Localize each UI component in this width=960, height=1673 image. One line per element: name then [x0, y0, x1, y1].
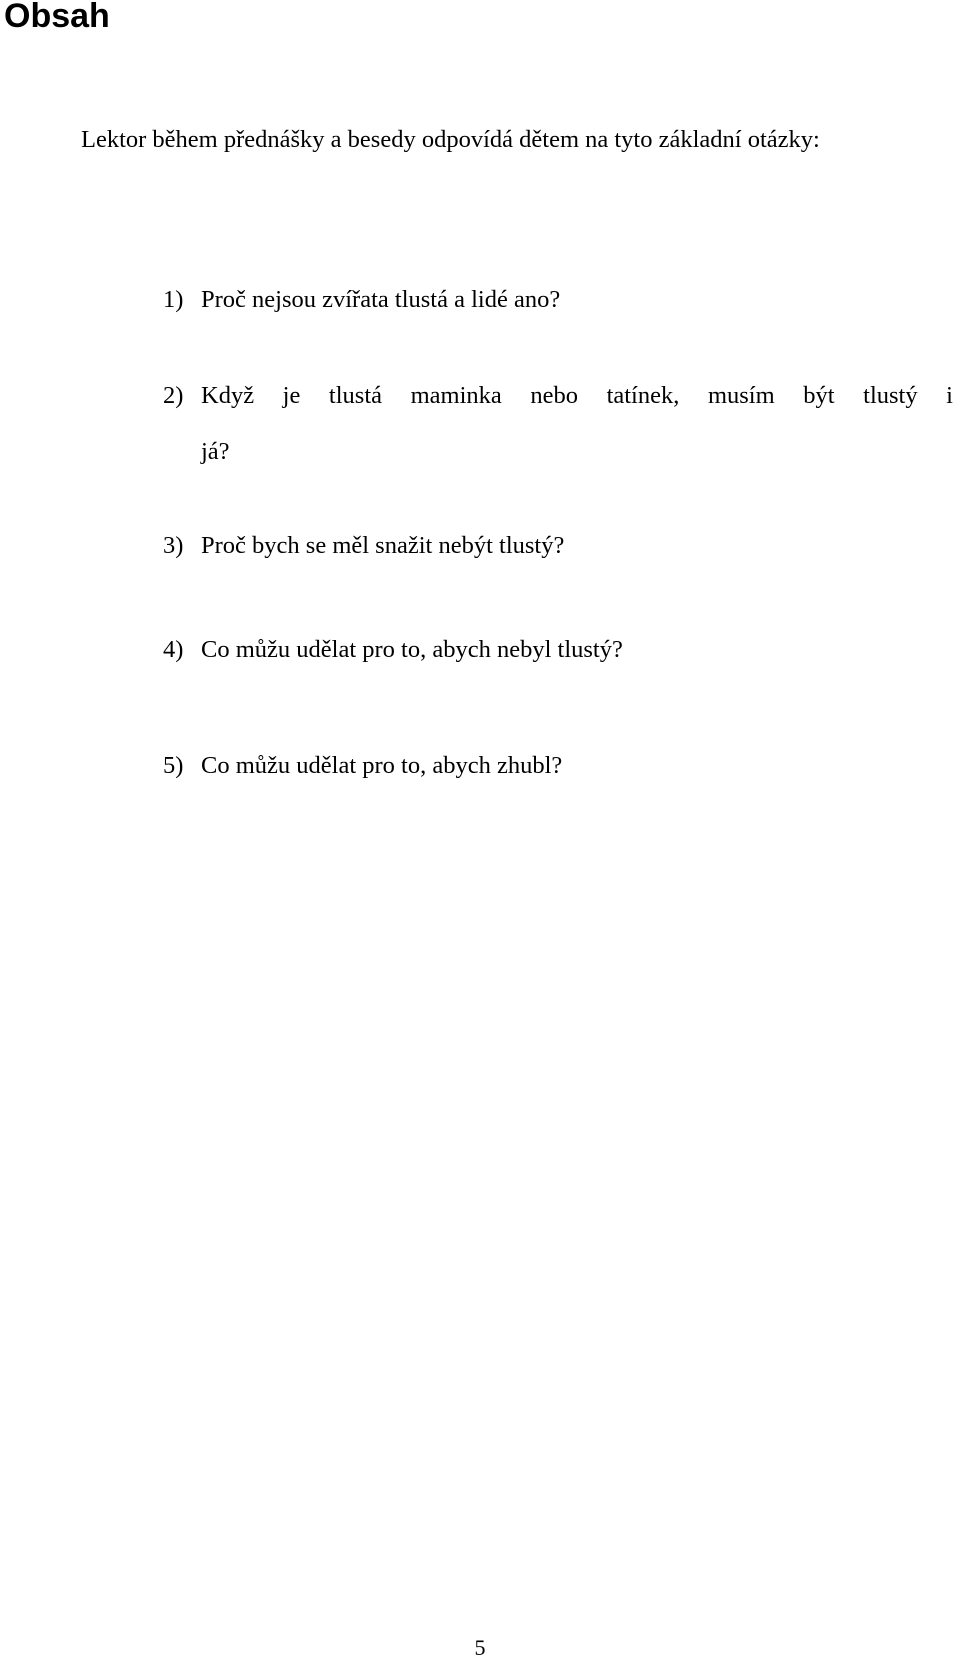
question-number: 3) [163, 532, 184, 559]
question-1 [163, 272, 560, 328]
question-number: 2) [163, 382, 184, 409]
page-number: 5 [474, 1635, 486, 1660]
question-number: 5) [163, 752, 184, 779]
page-heading: Obsah [4, 0, 110, 35]
question-3 [163, 518, 564, 574]
question-text: Proč nejsou zvířata tlustá a lidé ano? [201, 286, 561, 313]
question-number: 1) [163, 286, 184, 313]
question-number: 4) [163, 636, 184, 663]
question-line [163, 368, 953, 424]
question-text: Co můžu udělat pro to, abych nebyl tlustý? [201, 636, 623, 663]
question-5 [163, 738, 562, 794]
intro-paragraph: Lektor během přednášky a besedy odpovídá dětem na tyto základní otázky: [81, 126, 820, 153]
question-2 [163, 368, 953, 480]
question-text: Proč bych se měl snažit nebýt tlustý? [201, 532, 565, 559]
question-text-continuation: já? [201, 438, 230, 465]
question-text: Co můžu udělat pro to, abych zhubl? [201, 752, 563, 779]
question-text: Když je tlustá maminka nebo tatínek, musím být tlustý i [201, 382, 953, 409]
question-4 [163, 622, 623, 678]
